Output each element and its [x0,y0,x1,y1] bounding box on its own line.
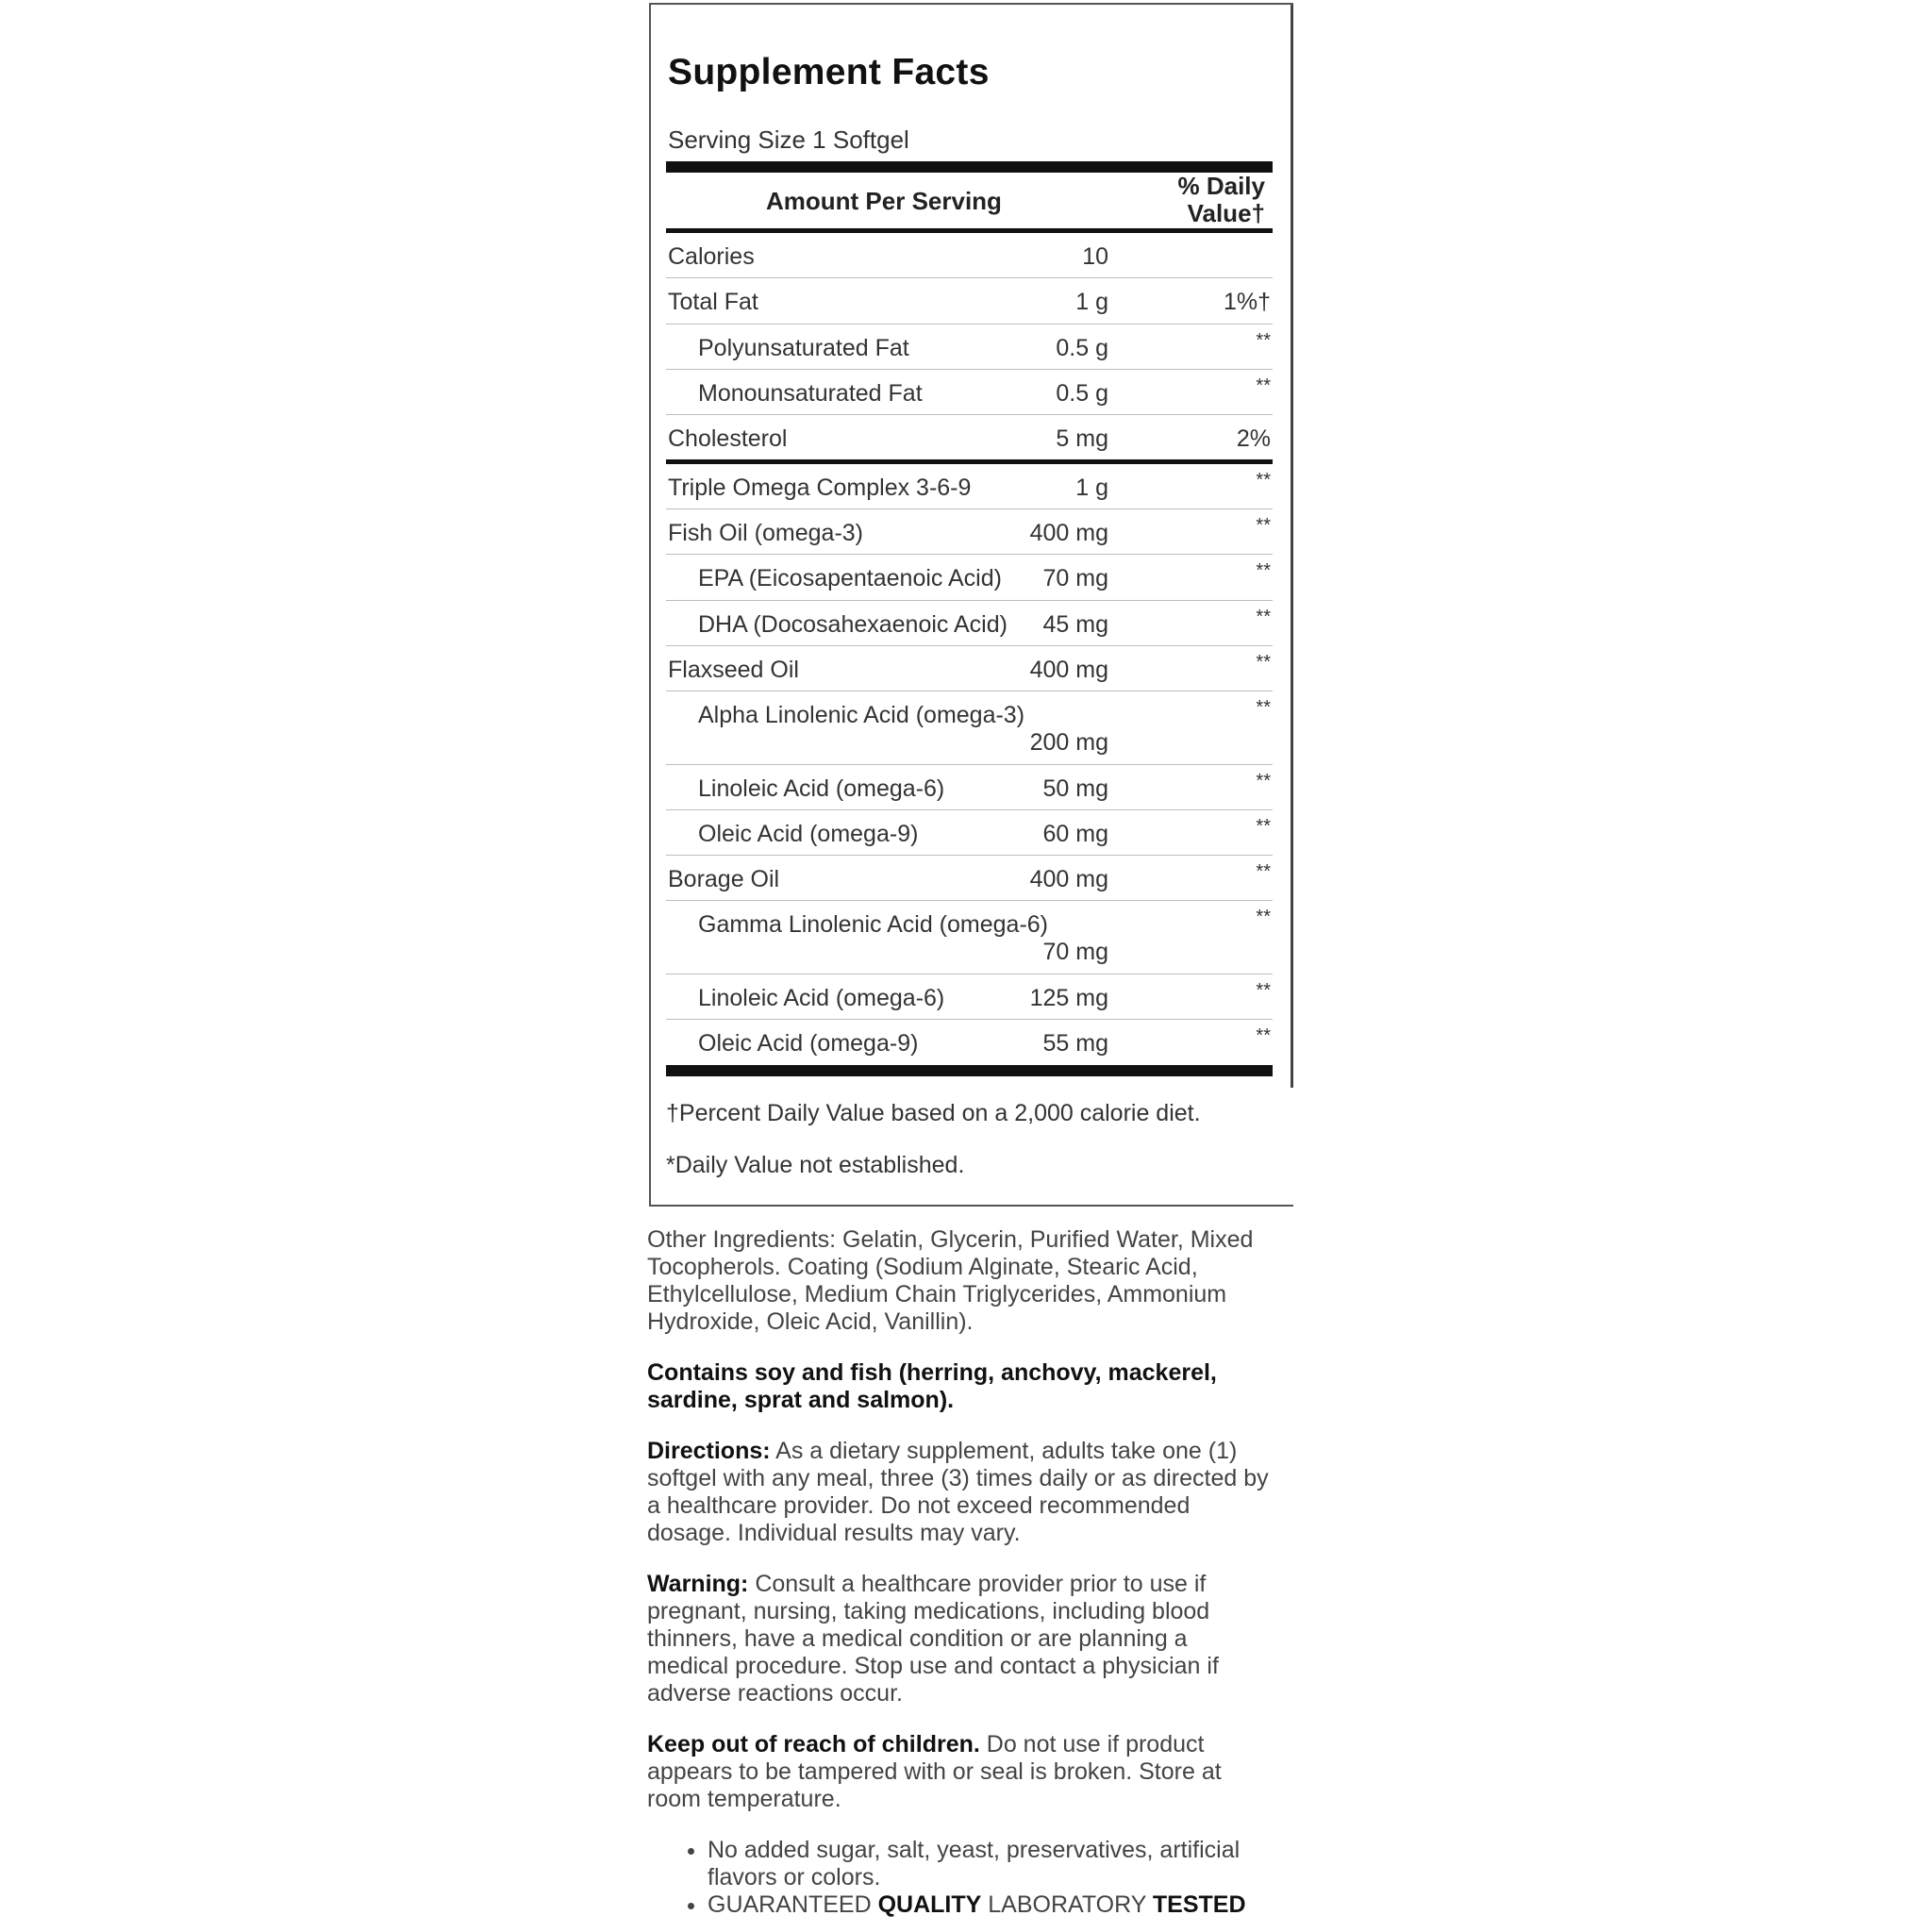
nutrient-amount: 400 mg [1029,657,1108,683]
nutrient-name: Calories [668,243,755,270]
table-row [666,901,1273,974]
nutrient-dv: ** [1256,907,1271,927]
nutrient-name: Fish Oil (omega-3) [668,520,863,546]
allergen-statement [647,1359,1298,1414]
warning [647,1571,1298,1707]
serving-size: Serving Size 1 Softgel [668,125,909,154]
table-row [666,370,1273,415]
panel-title: Supplement Facts [668,52,990,92]
keep-out-line: room temperature. [647,1786,841,1812]
nutrient-amount: 1 g [1075,289,1108,315]
bullet-text: No added sugar, salt, yeast, preservatives, artificial [708,1837,1241,1863]
nutrient-amount: 400 mg [1029,866,1108,892]
nutrient-name: Linoleic Acid (omega-6) [698,985,945,1011]
nutrient-dv: ** [1256,697,1271,718]
column-header [666,173,1273,231]
directions-text: As a dietary supplement, adults take one (1) [770,1438,1238,1464]
table-row [666,691,1273,765]
nutrient-name: Triple Omega Complex 3-6-9 [668,475,972,501]
directions [647,1438,1298,1547]
nutrient-amount: 70 mg [1042,939,1108,965]
nutrient-name: Oleic Acid (omega-9) [698,1030,919,1057]
nutrient-dv: ** [1256,515,1271,536]
nutrient-dv: ** [1256,652,1271,673]
nutrient-amount: 50 mg [1042,775,1108,802]
table-row [666,555,1273,601]
table-row [666,765,1273,810]
warning-text: Consult a healthcare provider prior to use if [748,1571,1207,1597]
table-row [666,974,1273,1020]
nutrient-amount: 0.5 g [1056,335,1108,361]
nutrient-amount: 200 mg [1029,729,1108,756]
daily-value-heading-line1: % Daily [1177,172,1265,200]
list-item [708,1891,1292,1919]
other-ingredients-line: Other Ingredients: Gelatin, Glycerin, Purified Water, Mixed [647,1226,1254,1253]
nutrient-dv: ** [1256,470,1271,491]
nutrient-name: Alpha Linolenic Acid (omega-3) [698,702,1025,728]
nutrient-name: Polyunsaturated Fat [698,335,909,361]
nutrient-dv: ** [1256,861,1271,882]
nutrient-dv: ** [1256,330,1271,351]
nutrient-dv: ** [1256,1025,1271,1046]
nutrient-amount: 0.5 g [1056,380,1108,407]
thick-divider [666,1065,1273,1076]
footnote-percent-dv: †Percent Daily Value based on a 2,000 calorie diet. [666,1100,1201,1126]
footnote-not-established: *Daily Value not established. [666,1152,965,1178]
nutrient-name: DHA (Docosahexaenoic Acid) [698,611,1008,638]
directions-line: softgel with any meal, three (3) times daily or as directed by [647,1465,1269,1491]
table-row [666,810,1273,856]
nutrient-name: Monounsaturated Fat [698,380,923,407]
nutrient-group-2 [666,464,1273,1062]
nutrient-dv: ** [1256,560,1271,581]
nutrient-amount: 5 mg [1056,425,1108,452]
table-row [666,415,1273,459]
nutrient-name: Flaxseed Oil [668,657,799,683]
nutrient-name: Total Fat [668,289,758,315]
daily-value-heading-line2: Value† [1187,199,1265,227]
nutrient-amount: 60 mg [1042,821,1108,847]
nutrient-amount: 10 [1082,243,1108,270]
nutrient-amount: 125 mg [1029,985,1108,1011]
warning-line: adverse reactions occur. [647,1680,903,1707]
daily-value-heading [1178,173,1266,227]
nutrient-amount: 70 mg [1042,565,1108,591]
allergen-line: sardine, sprat and salmon). [647,1387,955,1413]
nutrient-amount: 55 mg [1042,1030,1108,1057]
keep-out-line: appears to be tampered with or seal is broken. Store at [647,1758,1222,1785]
table-row [666,325,1273,370]
warning-line: thinners, have a medical condition or are planning a [647,1625,1188,1652]
table-row [666,233,1273,278]
bullet-text-bold: TESTED [1152,1891,1246,1918]
table-row [666,509,1273,555]
nutrient-amount: 1 g [1075,475,1108,501]
keep-out-label: Keep out of reach of children. [647,1731,980,1757]
nutrient-dv: ** [1256,607,1271,627]
nutrient-dv: 2% [1236,425,1271,452]
other-ingredients [647,1226,1298,1336]
table-row [666,646,1273,691]
nutrient-name: Borage Oil [668,866,780,892]
nutrient-dv: ** [1256,816,1271,837]
nutrient-dv: ** [1256,980,1271,1001]
table-row [666,278,1273,325]
feature-list [685,1837,1292,1919]
nutrient-name: Cholesterol [668,425,788,452]
keep-out-text: Do not use if product [979,1731,1205,1757]
bullet-text-bold: QUALITY [877,1891,982,1918]
bullet-text: LABORATORY [981,1891,1153,1918]
nutrient-amount: 400 mg [1029,520,1108,546]
nutrient-name: Oleic Acid (omega-9) [698,821,919,847]
bullet-text: GUARANTEED [708,1891,878,1918]
directions-line: a healthcare provider. Do not exceed recommended [647,1492,1191,1519]
directions-line: dosage. Individual results may vary. [647,1520,1021,1546]
nutrient-dv: 1%† [1223,289,1271,315]
nutrient-name: Linoleic Acid (omega-6) [698,775,945,802]
panel-right-border [1291,5,1293,1088]
table-row [666,464,1273,509]
bullet-text: flavors or colors. [708,1864,881,1890]
allergen-line: Contains soy and fish (herring, anchovy, mackerel, [647,1359,1217,1386]
nutrient-name: Gamma Linolenic Acid (omega-6) [698,911,1048,938]
table-row [666,601,1273,646]
nutrient-dv: ** [1256,771,1271,791]
warning-line: medical procedure. Stop use and contact a physician if [647,1653,1219,1679]
nutrient-group-1 [666,233,1273,459]
nutrient-dv: ** [1256,375,1271,396]
other-ingredients-line: Ethylcellulose, Medium Chain Triglycerides, Ammonium [647,1281,1227,1307]
nutrient-name: EPA (Eicosapentaenoic Acid) [698,565,1002,591]
table-row [666,1020,1273,1062]
nutrient-amount: 45 mg [1042,611,1108,638]
table-row [666,856,1273,901]
supplement-facts-panel [649,3,1293,1207]
other-ingredients-line: Tocopherols. Coating (Sodium Alginate, Stearic Acid, [647,1254,1198,1280]
keep-out-of-reach [647,1731,1298,1813]
amount-per-serving-heading: Amount Per Serving [766,187,1002,215]
warning-line: pregnant, nursing, taking medications, including blood [647,1598,1210,1624]
list-item [708,1837,1292,1891]
other-ingredients-line: Hydroxide, Oleic Acid, Vanillin). [647,1308,974,1335]
directions-label: Directions: [647,1438,771,1464]
warning-label: Warning: [647,1571,749,1597]
